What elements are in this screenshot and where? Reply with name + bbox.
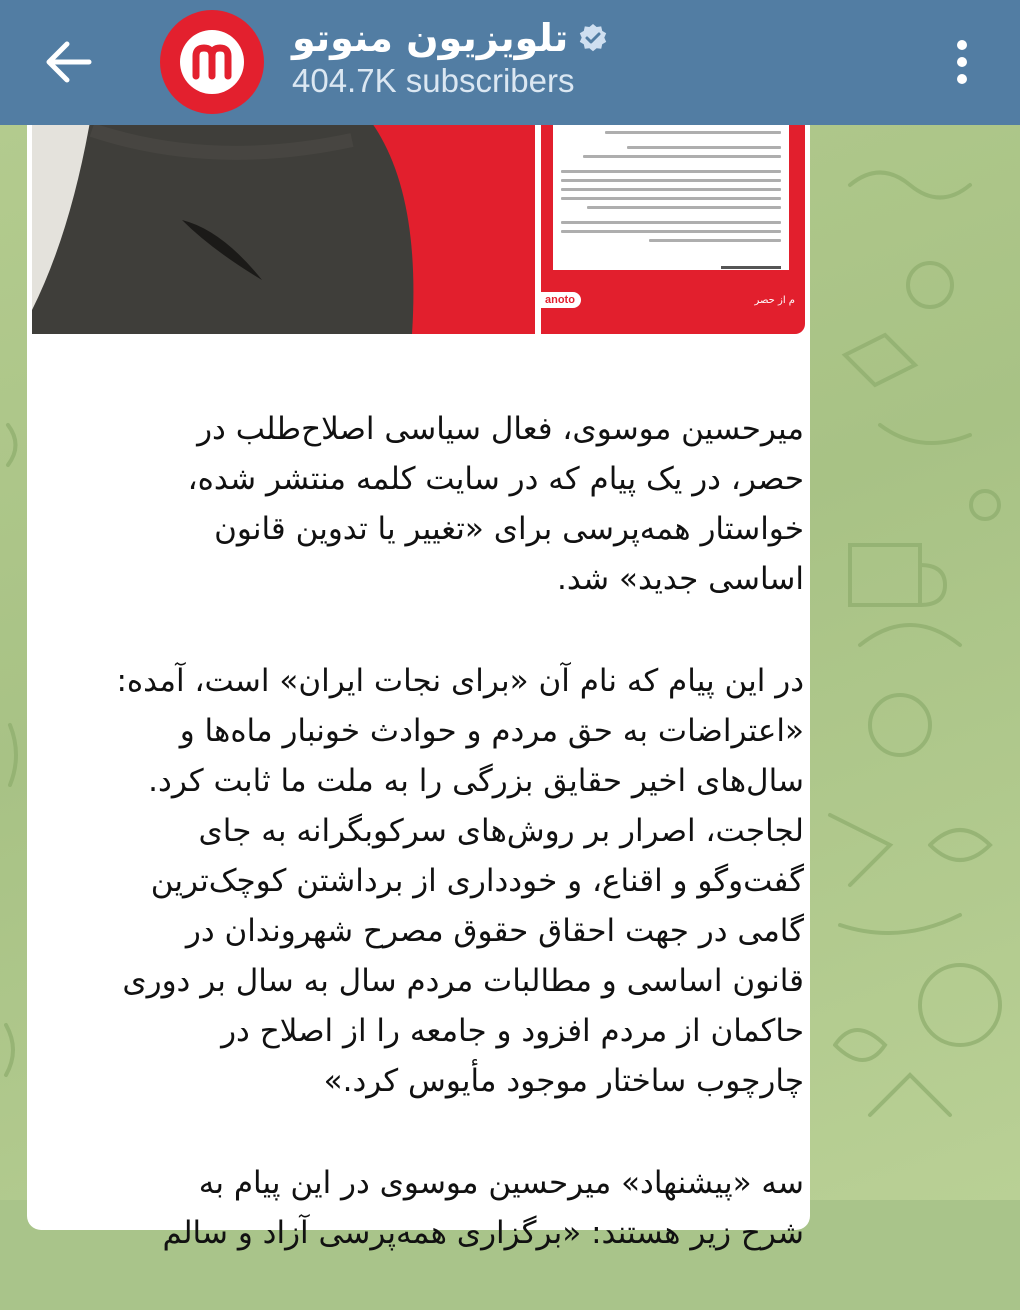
verified-badge-icon — [578, 23, 608, 53]
channel-header — [0, 0, 1020, 125]
manoto-logo-icon — [160, 10, 264, 114]
message-line: لجاجت، اصرار بر روش‌های سرکوبگرانه به جای — [198, 813, 804, 849]
document-page-image — [553, 110, 789, 270]
message-line: اساسی جدید» شد. — [557, 561, 804, 597]
photo-document[interactable] — [541, 110, 805, 334]
media-album — [32, 110, 805, 334]
more-menu-button[interactable] — [932, 32, 992, 92]
message-line: در این پیام که نام آن «برای نجات ایران» است، آمده: — [116, 663, 804, 699]
message-text — [49, 404, 804, 1310]
arrow-left-icon — [43, 40, 93, 84]
portrait-image — [32, 110, 535, 334]
message-paragraph — [49, 656, 804, 1106]
document-brand-label: anoto — [541, 292, 581, 308]
message-line: حصر، در یک پیام که در سایت کلمه منتشر شده، — [187, 461, 804, 497]
message-line: سه «پیشنهاد» میرحسین موسوی در این پیام به — [198, 1165, 804, 1201]
message-line: «اعتراضات به حق مردم و حوادث خونبار ماه‌ها و — [179, 713, 804, 749]
message-line: حاکمان از مردم افزود و جامعه را از اصلاح در — [221, 1013, 804, 1049]
message-line: چارچوب ساختار موجود مأیوس کرد.» — [323, 1063, 804, 1099]
more-vertical-icon — [954, 39, 970, 85]
message-bubble — [27, 110, 810, 1251]
message-line: میرحسین موسوی، فعال سیاسی اصلاح‌طلب در — [197, 411, 804, 447]
subscriber-count: 404.7K subscribers — [292, 62, 575, 99]
message-line: سال‌های اخیر حقایق بزرگی را به ملت ما ثابت کرد. — [148, 763, 804, 799]
message-paragraph — [49, 1158, 804, 1258]
channel-title-row[interactable] — [292, 12, 608, 64]
channel-name: تلویزیون منوتو — [292, 16, 569, 60]
channel-avatar[interactable] — [160, 10, 264, 114]
message-line: قانون اساسی و مطالبات مردم سال به سال بر دوری — [122, 963, 804, 999]
message-line: گامی در جهت احقاق حقوق مصرح شهروندان در — [185, 913, 804, 949]
message-line: گفت‌وگو و اقناع، و خودداری از برداشتن کوچک‌ترین — [150, 863, 804, 899]
message-line: شرح زیر هستند: «برگزاری همه‌پرسی آزاد و سالم — [162, 1215, 804, 1251]
back-button[interactable] — [28, 22, 108, 102]
document-caption: م از حصر — [754, 295, 795, 306]
message-paragraph — [49, 404, 804, 604]
message-line: خواستار همه‌پرسی برای «تغییر یا تدوین قانون — [214, 511, 804, 547]
photo-portrait[interactable] — [32, 110, 535, 334]
